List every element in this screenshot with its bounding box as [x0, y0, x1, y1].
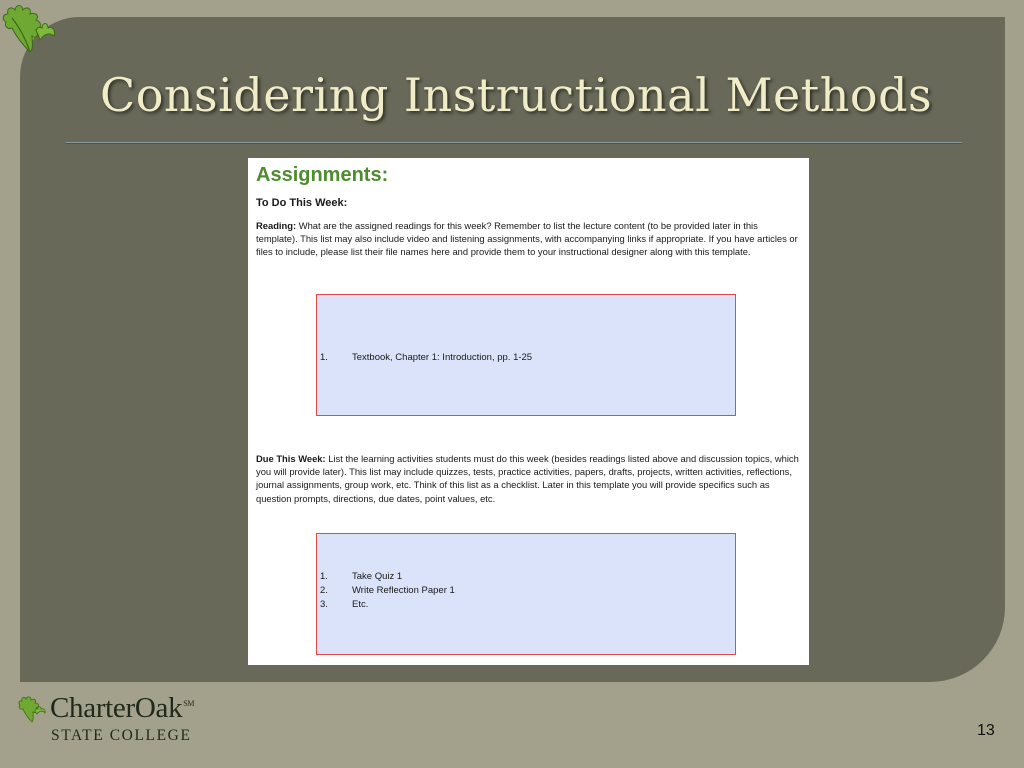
logo-subtitle: STATE COLLEGE: [51, 727, 192, 744]
oak-leaf-icon: [0, 0, 60, 60]
charter-oak-logo: [16, 692, 236, 752]
reading-label: Reading:: [256, 220, 297, 231]
list-item-text: Etc.: [352, 599, 369, 610]
page-number: 13: [977, 722, 995, 739]
title-divider: [66, 142, 962, 144]
logo-trademark: SM: [183, 699, 195, 709]
document-heading: Assignments:: [256, 164, 389, 186]
list-item: [320, 584, 455, 598]
list-item-number: 3.: [320, 599, 328, 610]
list-item: [320, 598, 455, 612]
reading-paragraph: [256, 219, 801, 259]
reading-text: What are the assigned readings for this week? Remember to list the lecture content (to be provided later in this template). This list may also include video and listening assignments, with accompanying links if appropriate. If you have articles or files to include, please list their file names here and provide them to your instructional designer along with this template.: [256, 220, 798, 258]
due-list: [320, 570, 455, 612]
logo-name-text: CharterOak: [50, 692, 183, 724]
assignment-document: [248, 158, 809, 665]
due-paragraph: [256, 452, 801, 505]
document-subheading: To Do This Week:: [256, 197, 348, 209]
list-item-number: 1.: [320, 352, 328, 363]
logo-leaf-icon: [16, 694, 48, 726]
slide-title: Considering Instructional Methods: [100, 68, 933, 122]
list-item-number: 1.: [320, 571, 328, 582]
reading-list-box: [316, 294, 736, 416]
reading-list: [320, 351, 532, 365]
due-text: List the learning activities students must do this week (besides readings listed above and discussion topics, which you will provide later). This list may include quizzes, tests, practice activities, papers, drafts, projects, written activities, reflections, journal assignments, group work, etc. Think of this list as a checklist. Later in this template you will provide specifics such as question prompts, directions, due dates, point values, etc.: [256, 453, 799, 504]
list-item: [320, 570, 455, 584]
logo-name: [50, 692, 194, 725]
due-label: Due This Week:: [256, 453, 326, 464]
list-item-text: Textbook, Chapter 1: Introduction, pp. 1-25: [352, 352, 533, 363]
due-list-box: [316, 533, 736, 655]
list-item: [320, 351, 532, 365]
list-item-number: 2.: [320, 585, 328, 596]
list-item-text: Take Quiz 1: [352, 571, 403, 582]
list-item-text: Write Reflection Paper 1: [352, 585, 455, 596]
